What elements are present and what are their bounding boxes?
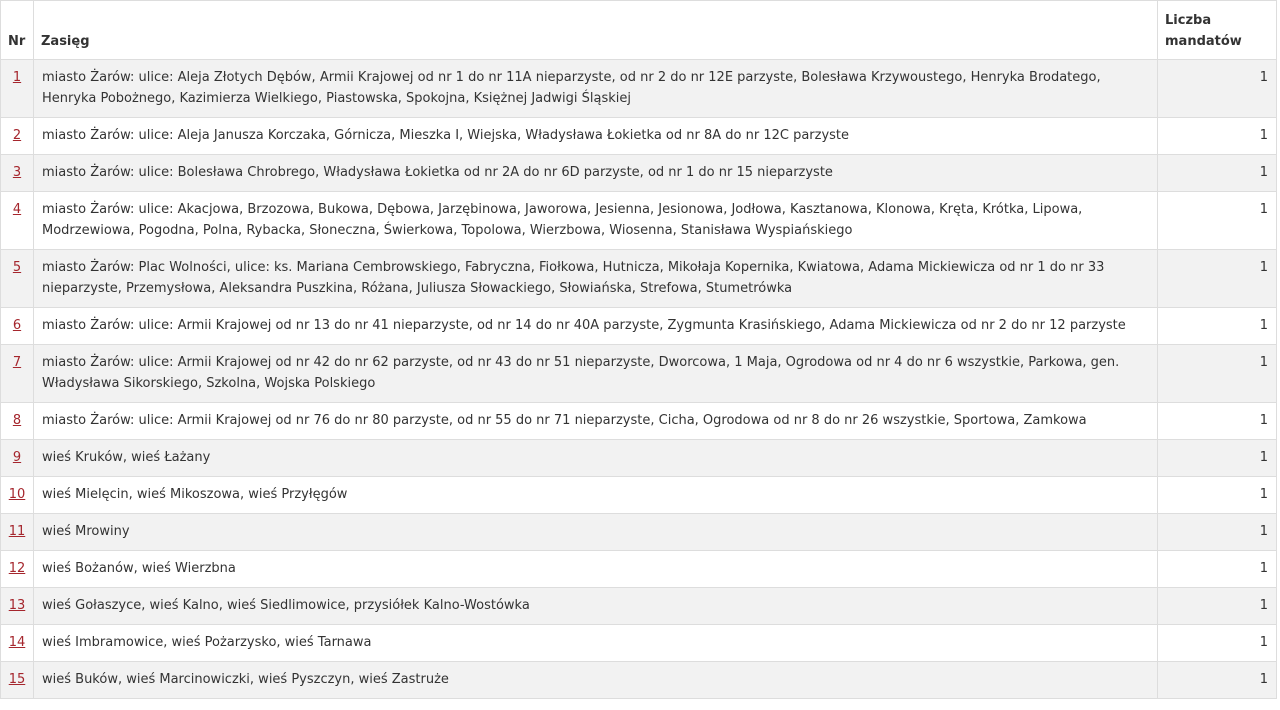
table-row — [1, 308, 1277, 345]
district-range-cell: wieś Gołaszyce, wieś Kalno, wieś Siedlimowice, przysiółek Kalno-Wostówka — [34, 588, 1158, 625]
mandates-count-cell: 1 — [1158, 308, 1277, 345]
table-row — [1, 192, 1277, 250]
mandates-count-cell: 1 — [1158, 60, 1277, 118]
district-number-cell — [1, 192, 34, 250]
mandates-count-cell: 1 — [1158, 403, 1277, 440]
district-number-link[interactable]: 11 — [8, 524, 26, 539]
district-number-cell — [1, 514, 34, 551]
district-number-link[interactable]: 4 — [12, 202, 22, 217]
district-number-link[interactable]: 12 — [8, 561, 26, 576]
district-number-cell — [1, 403, 34, 440]
district-number-link[interactable]: 9 — [12, 450, 22, 465]
table-row — [1, 477, 1277, 514]
mandates-count-cell: 1 — [1158, 588, 1277, 625]
district-range-cell: wieś Imbramowice, wieś Pożarzysko, wieś Tarnawa — [34, 625, 1158, 662]
mandates-count-cell: 1 — [1158, 477, 1277, 514]
header-zasieg: Zasięg — [34, 1, 1158, 60]
district-number-cell — [1, 118, 34, 155]
district-number-cell — [1, 477, 34, 514]
district-number-link[interactable]: 14 — [8, 635, 26, 650]
mandates-count-cell: 1 — [1158, 551, 1277, 588]
district-range-cell: wieś Kruków, wieś Łażany — [34, 440, 1158, 477]
mandates-count-cell: 1 — [1158, 155, 1277, 192]
district-number-cell — [1, 60, 34, 118]
district-number-cell — [1, 625, 34, 662]
table-row — [1, 625, 1277, 662]
mandates-count-cell: 1 — [1158, 440, 1277, 477]
district-number-link[interactable]: 7 — [12, 355, 22, 370]
district-number-link[interactable]: 15 — [8, 672, 26, 687]
district-range-cell: miasto Żarów: ulice: Akacjowa, Brzozowa, Bukowa, Dębowa, Jarzębinowa, Jaworowa, Jesienna, Jesionowa, Jodłowa, Kasztanowa, Klonowa, Kręta, Krótka, Lipowa, Modrzewiowa, Pogodna, Polna, Rybacka, Słoneczna, Świerkowa, Topolowa, Wierzbowa, Wiosenna, Stanisława Wyspiańskiego — [34, 192, 1158, 250]
district-range-cell: miasto Żarów: ulice: Bolesława Chrobrego, Władysława Łokietka od nr 2A do nr 6D parzyste, od nr 1 do nr 15 nieparzyste — [34, 155, 1158, 192]
district-number-cell — [1, 440, 34, 477]
district-number-cell — [1, 308, 34, 345]
district-range-cell: wieś Mrowiny — [34, 514, 1158, 551]
table-row — [1, 403, 1277, 440]
table-body — [1, 60, 1277, 699]
district-range-cell: miasto Żarów: ulice: Aleja Janusza Korczaka, Górnicza, Mieszka I, Wiejska, Władysława Łokietka od nr 8A do nr 12C parzyste — [34, 118, 1158, 155]
table-row — [1, 551, 1277, 588]
district-number-link[interactable]: 2 — [12, 128, 22, 143]
district-range-cell: wieś Bożanów, wieś Wierzbna — [34, 551, 1158, 588]
district-number-link[interactable]: 6 — [12, 318, 22, 333]
district-range-cell: wieś Buków, wieś Marcinowiczki, wieś Pyszczyn, wieś Zastruże — [34, 662, 1158, 699]
table-row — [1, 250, 1277, 308]
header-nr: Nr — [1, 1, 34, 60]
district-number-cell — [1, 662, 34, 699]
district-number-link[interactable]: 8 — [12, 413, 22, 428]
table-header-row — [1, 1, 1277, 60]
district-number-link[interactable]: 10 — [8, 487, 26, 502]
district-number-link[interactable]: 5 — [12, 260, 22, 275]
district-range-cell: miasto Żarów: Plac Wolności, ulice: ks. Mariana Cembrowskiego, Fabryczna, Fiołkowa, Hutnicza, Mikołaja Kopernika, Kwiatowa, Adama Mickiewicza od nr 1 do nr 33 nieparzyste, Przemysłowa, Aleksandra Puszkina, Różana, Juliusza Słowackiego, Słowiańska, Strefowa, Stumetrówka — [34, 250, 1158, 308]
district-number-cell — [1, 155, 34, 192]
district-range-cell: miasto Żarów: ulice: Armii Krajowej od nr 13 do nr 41 nieparzyste, od nr 14 do nr 40A parzyste, Zygmunta Krasińskiego, Adama Mickiewicza od nr 2 do nr 12 parzyste — [34, 308, 1158, 345]
district-number-link[interactable]: 1 — [12, 70, 22, 85]
mandates-count-cell: 1 — [1158, 345, 1277, 403]
table-row — [1, 440, 1277, 477]
table-row — [1, 588, 1277, 625]
district-number-cell — [1, 345, 34, 403]
district-number-cell — [1, 551, 34, 588]
table-row — [1, 662, 1277, 699]
header-liczba-mandatow: Liczba mandatów — [1158, 1, 1277, 60]
table-row — [1, 345, 1277, 403]
district-range-cell: miasto Żarów: ulice: Aleja Złotych Dębów, Armii Krajowej od nr 1 do nr 11A nieparzyste, od nr 2 do nr 12E parzyste, Bolesława Krzywoustego, Henryka Brodatego, Henryka Pobożnego, Kazimierza Wielkiego, Piastowska, Spokojna, Księżnej Jadwigi Śląskiej — [34, 60, 1158, 118]
mandates-count-cell: 1 — [1158, 192, 1277, 250]
mandates-count-cell: 1 — [1158, 250, 1277, 308]
table-row — [1, 60, 1277, 118]
mandates-count-cell: 1 — [1158, 514, 1277, 551]
district-range-cell: miasto Żarów: ulice: Armii Krajowej od nr 42 do nr 62 parzyste, od nr 43 do nr 51 nieparzyste, Dworcowa, 1 Maja, Ogrodowa od nr 4 do nr 6 wszystkie, Parkowa, gen. Władysława Sikorskiego, Szkolna, Wojska Polskiego — [34, 345, 1158, 403]
table-row — [1, 514, 1277, 551]
mandates-count-cell: 1 — [1158, 662, 1277, 699]
district-number-link[interactable]: 3 — [12, 165, 22, 180]
mandates-count-cell: 1 — [1158, 625, 1277, 662]
district-number-link[interactable]: 13 — [8, 598, 26, 613]
district-number-cell — [1, 250, 34, 308]
district-number-cell — [1, 588, 34, 625]
district-range-cell: miasto Żarów: ulice: Armii Krajowej od nr 76 do nr 80 parzyste, od nr 55 do nr 71 nieparzyste, Cicha, Ogrodowa od nr 8 do nr 26 wszystkie, Sportowa, Zamkowa — [34, 403, 1158, 440]
district-range-cell: wieś Mielęcin, wieś Mikoszowa, wieś Przyłęgów — [34, 477, 1158, 514]
mandates-count-cell: 1 — [1158, 118, 1277, 155]
table-row — [1, 155, 1277, 192]
table-row — [1, 118, 1277, 155]
